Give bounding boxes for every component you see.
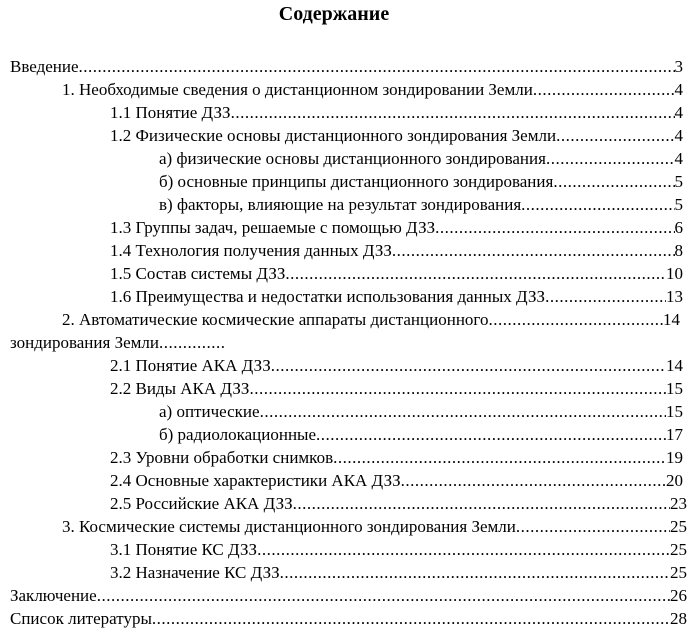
toc-page-number: 14 [663,310,680,329]
toc-entry [0,515,692,538]
toc-page-number: 3 [674,57,683,76]
toc-entry-text: 2.3 Уровни обработки снимков [110,448,334,467]
toc-entry-text: 2.1 Понятие АКА ДЗЗ [110,356,271,375]
toc-entry [0,492,692,515]
dot-leader [401,469,666,492]
toc-entry [0,170,692,193]
dot-leader [152,607,670,630]
dot-leader [249,377,666,400]
toc-entry-text: 3.2 Назначение КС ДЗЗ [110,563,280,582]
dot-leader [271,354,666,377]
dot-leader [553,170,674,193]
toc-entry [0,607,692,630]
toc-entry-text: в) факторы, влияющие на результат зондирования [159,195,522,214]
toc-entry [0,377,692,400]
toc-entry-text: 2.4 Основные характеристики АКА ДЗЗ [110,471,401,490]
dot-leader [516,515,670,538]
toc-entry [0,262,692,285]
toc-entry-text: Список литературы [10,609,152,628]
toc-entry [0,584,692,607]
toc-page-number: 5 [674,172,683,191]
toc-entry-text: 1. Необходимые сведения о дистанционном зондировании Земли [62,80,533,99]
toc-page-number: 8 [674,241,683,260]
dot-leader [333,446,666,469]
toc-page-number: 19 [666,448,683,467]
toc-entry [0,561,692,584]
toc-entry [0,55,692,78]
toc-entry-text: 3.1 Понятие КС ДЗЗ [110,540,258,559]
dot-leader [556,124,674,147]
toc-entry-continuation [0,331,692,354]
toc-entry-text: 2.5 Российские АКА ДЗЗ [110,494,293,513]
toc-page-number: 25 [670,517,687,536]
toc-entry-text: 1.3 Группы задач, решаемые с помощью ДЗЗ [110,218,436,237]
toc-entry [0,400,692,423]
toc-entry [0,216,692,239]
toc-entry-text: б) радиолокационные [159,425,317,444]
toc-entry [0,538,692,561]
toc-page-number: 15 [666,379,683,398]
dot-leader [521,193,674,216]
toc-page-number: 6 [674,218,683,237]
toc-entry-text: 1.5 Состав системы ДЗЗ [110,264,286,283]
dot-leader [79,55,675,78]
dot-leader [293,492,670,515]
toc-page-number: 15 [666,402,683,421]
dot-leader [231,101,675,124]
table-of-contents [0,55,692,630]
toc-page-number: 4 [674,103,683,122]
toc-entry [0,354,692,377]
dot-leader [545,285,666,308]
toc-entry-text: б) основные принципы дистанционного зондирования [159,172,554,191]
toc-page-number: 20 [666,471,683,490]
toc-entry [0,423,692,446]
toc-entry-text: 1.2 Физические основы дистанционного зондирования Земли [110,126,557,145]
dot-leader [435,216,674,239]
toc-page-number: 25 [670,563,687,582]
toc-entry [0,239,692,262]
toc-page-number: 14 [666,356,683,375]
toc-page-number: 26 [670,586,687,605]
toc-page-number: 25 [670,540,687,559]
toc-entry-text: 1.4 Технология получения данных ДЗЗ [110,241,392,260]
toc-entry [0,101,692,124]
toc-entry-text: зондирования Земли [10,333,159,352]
toc-entry [0,469,692,492]
dot-leader [285,262,666,285]
toc-entry-text: а) физические основы дистанционного зондирования [159,149,546,168]
dot-leader [159,331,225,354]
toc-entry [0,308,692,331]
toc-entry [0,147,692,170]
toc-entry-text: 2.2 Виды АКА ДЗЗ [110,379,250,398]
toc-page-number: 4 [674,126,683,145]
toc-page-number: 4 [674,80,683,99]
dot-leader [488,308,663,331]
toc-entry-text: Введение [10,57,79,76]
page-title: Содержание [278,3,390,25]
dot-leader [257,538,670,561]
toc-entry-text: 3. Космические системы дистанционного зондирования Земли [62,517,516,536]
toc-page-number: 17 [666,425,683,444]
toc-entry [0,124,692,147]
toc-entry-text: 1.1 Понятие ДЗЗ [110,103,231,122]
dot-leader [533,78,675,101]
toc-page-number: 23 [670,494,687,513]
toc-page-number: 5 [674,195,683,214]
dot-leader [260,400,666,423]
toc-entry-text: а) оптические [159,402,260,421]
toc-page-number: 10 [666,264,683,283]
toc-page-number: 4 [674,149,683,168]
toc-entry-text: 2. Автоматические космические аппараты дистанционного [62,310,489,329]
toc-page-number: 28 [670,609,687,628]
toc-entry [0,193,692,216]
toc-entry [0,78,692,101]
toc-entry-text: 1.6 Преимущества и недостатки использования данных ДЗЗ [110,287,546,306]
dot-leader [392,239,675,262]
dot-leader [97,584,670,607]
dot-leader [280,561,670,584]
dot-leader [546,147,675,170]
dot-leader [316,423,666,446]
toc-page-number: 13 [666,287,683,306]
toc-entry [0,285,692,308]
toc-entry [0,446,692,469]
toc-entry-text: Заключение [10,586,97,605]
